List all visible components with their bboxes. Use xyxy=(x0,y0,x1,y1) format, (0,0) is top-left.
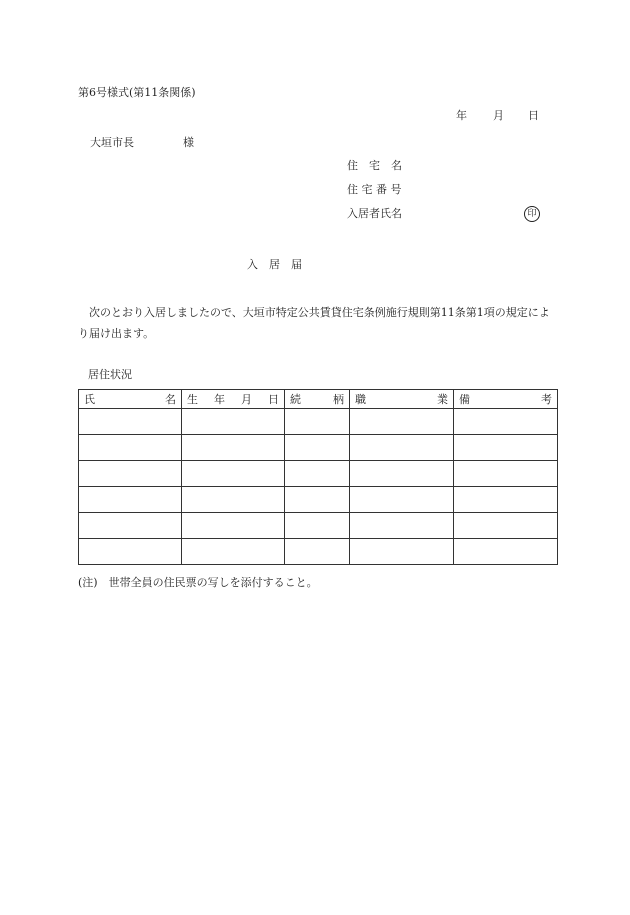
table-row xyxy=(79,513,558,539)
residence-table xyxy=(78,389,558,565)
table-cell[interactable] xyxy=(285,435,350,461)
section-title: 居住状況 xyxy=(88,368,132,381)
addressee-name: 大垣市長 xyxy=(90,136,134,149)
table-cell[interactable] xyxy=(182,461,285,487)
table-cell[interactable] xyxy=(454,539,558,565)
date-day-label: 日 xyxy=(528,109,539,122)
table-cell[interactable] xyxy=(79,435,182,461)
seal-mark: 印 xyxy=(524,206,540,222)
table-cell[interactable] xyxy=(350,461,454,487)
table-row xyxy=(79,409,558,435)
table-cell[interactable] xyxy=(350,409,454,435)
table-cell[interactable] xyxy=(285,461,350,487)
housing-name-label: 住 宅 名 xyxy=(347,159,402,172)
table-cell[interactable] xyxy=(454,435,558,461)
table-cell[interactable] xyxy=(285,409,350,435)
header-birthdate: 生 年 月 日 xyxy=(182,390,285,409)
table-cell[interactable] xyxy=(79,409,182,435)
table-cell[interactable] xyxy=(285,513,350,539)
table-cell[interactable] xyxy=(182,435,285,461)
table-row xyxy=(79,435,558,461)
date-month-label: 月 xyxy=(493,109,504,122)
form-number: 第6号様式(第11条関係) xyxy=(78,86,196,99)
table-header-row xyxy=(79,390,558,409)
table-row xyxy=(79,461,558,487)
table-cell[interactable] xyxy=(350,435,454,461)
table-cell[interactable] xyxy=(182,409,285,435)
table-cell[interactable] xyxy=(79,539,182,565)
header-name: 氏 名 xyxy=(79,390,182,409)
table-cell[interactable] xyxy=(454,487,558,513)
note-text: (注) 世帯全員の住民票の写しを添付すること。 xyxy=(78,576,318,589)
table-cell[interactable] xyxy=(79,487,182,513)
table-row xyxy=(79,487,558,513)
table-cell[interactable] xyxy=(285,539,350,565)
table-cell[interactable] xyxy=(182,487,285,513)
table-cell[interactable] xyxy=(79,513,182,539)
resident-name-label: 入居者氏名 xyxy=(347,207,402,220)
addressee-honorific: 様 xyxy=(183,136,194,149)
table-cell[interactable] xyxy=(285,487,350,513)
header-occupation: 職 業 xyxy=(350,390,454,409)
table-cell[interactable] xyxy=(350,513,454,539)
table-cell[interactable] xyxy=(454,409,558,435)
header-relationship: 続 柄 xyxy=(285,390,350,409)
header-remarks: 備 考 xyxy=(454,390,558,409)
table-cell[interactable] xyxy=(350,487,454,513)
table-cell[interactable] xyxy=(454,513,558,539)
table-cell[interactable] xyxy=(182,539,285,565)
date-year-label: 年 xyxy=(456,109,467,122)
table-cell[interactable] xyxy=(182,513,285,539)
document-title: 入 居 届 xyxy=(247,258,302,271)
body-text: 次のとおり入居しましたので、大垣市特定公共賃貸住宅条例施行規則第11条第1項の規定により届け出ます。 xyxy=(78,306,550,340)
table-cell[interactable] xyxy=(350,539,454,565)
table-cell[interactable] xyxy=(454,461,558,487)
housing-number-label: 住 宅 番 号 xyxy=(347,183,402,196)
table-cell[interactable] xyxy=(79,461,182,487)
table-row xyxy=(79,539,558,565)
